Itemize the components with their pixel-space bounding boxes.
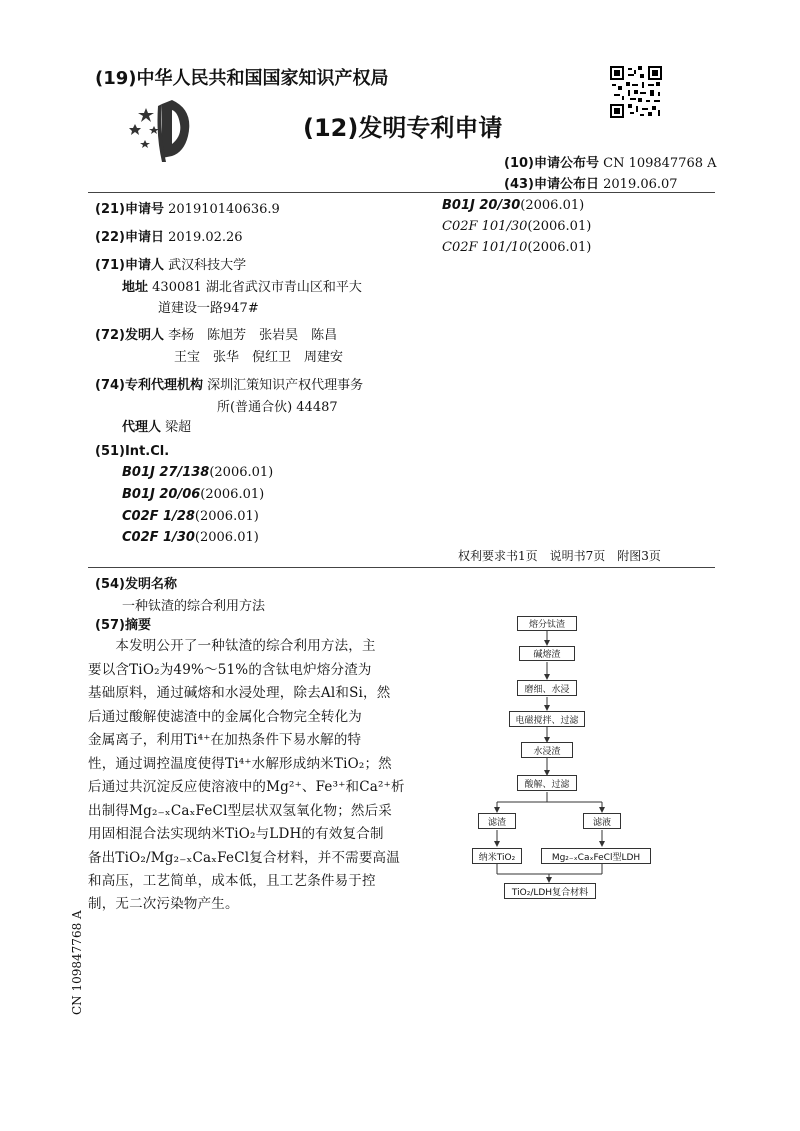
abstract-line: 性，通过调控温度使得Ti⁴⁺水解形成纳米TiO₂；然 [88,756,392,772]
office-name: (19)中华人民共和国国家知识产权局 [95,68,389,89]
intcl-label: (51)Int.Cl. [95,444,170,459]
intcl-item: B01J 20/06(2006.01) [122,487,265,502]
inventors-line-1: 李杨 陈旭芳 张岩昊 陈昌 [168,328,338,343]
applicant-label: (71)申请人 [95,258,164,273]
agency-label: (74)专利代理机构 [95,378,203,393]
side-publication-number: CN 109847768 A [70,910,84,1015]
intcl-right-item: B01J 20/30(2006.01) [442,198,585,213]
agent: 梁超 [165,420,192,435]
address-line-2: 道建设一路947# [158,301,259,316]
flow-left-branch: 滤渣 [478,813,516,829]
agency-line-2: 所(普通合伙) 44487 [217,400,338,415]
intcl-item: B01J 27/138(2006.01) [122,465,274,480]
flow-step: 熔分钛渣 [517,616,577,631]
abstract-line: 本发明公开了一种钛渣的综合利用方法，主 [88,638,376,654]
agency-line-1: 深圳汇策知识产权代理事务 [207,378,364,393]
invention-title: 一种钛渣的综合利用方法 [122,599,266,614]
flow-step: 电磁搅拌、过滤 [509,711,585,727]
abstract-line: 后通过酸解使滤渣中的金属化合物完全转化为 [88,709,362,725]
inventors-line-2: 王宝 张华 倪红卫 周建安 [174,350,344,365]
pub-date-label: (43)申请公布日 [504,177,599,192]
intcl-right-item: C02F 101/30(2006.01) [442,219,592,234]
pub-no-label: (10)申请公布号 [504,156,599,171]
flow-right-branch: 滤液 [583,813,621,829]
pub-no: CN 109847768 A [603,156,717,171]
address-label: 地址 [122,280,149,295]
header-divider [88,192,715,193]
section-divider [88,567,715,568]
title-label: (54)发明名称 [95,577,177,592]
qr-code [610,66,662,118]
app-no-label: (21)申请号 [95,202,164,217]
address-line-1: 430081 湖北省武汉市青山区和平大 [152,280,362,295]
flow-left-product: 纳米TiO₂ [472,848,522,864]
intcl-item: C02F 1/30(2006.01) [122,530,259,545]
pub-date: 2019.06.07 [603,177,678,192]
applicant: 武汉科技大学 [168,258,247,273]
flow-final-product: TiO₂/LDH复合材料 [504,883,596,899]
abstract-line: 备出TiO₂/Mg₂₋ₓCaₓFeCl复合材料，并不需要高温 [88,850,400,866]
app-date-label: (22)申请日 [95,230,164,245]
page-counts: 权利要求书1页 说明书7页 附图3页 [458,549,661,563]
intcl-item: C02F 1/28(2006.01) [122,509,259,524]
abstract-line: 出制得Mg₂₋ₓCaₓFeCl型层状双氢氧化物；然后采 [88,803,392,819]
intcl-right-item: C02F 101/10(2006.01) [442,240,592,255]
abstract-line: 要以含TiO₂为49%～51%的含钛电炉熔分渣为 [88,662,372,678]
flow-step: 酸解、过滤 [517,775,577,791]
document-type: (12)发明专利申请 [303,114,503,142]
abstract-line: 用固相混合法实现纳米TiO₂与LDH的有效复合制 [88,826,384,842]
abstract-line: 后通过共沉淀反应使溶液中的Mg²⁺、Fe³⁺和Ca²⁺析 [88,779,405,795]
flow-right-product: Mg₂₋ₓCaₓFeCl型LDH [541,848,651,864]
flow-step: 水浸渣 [521,742,573,758]
flow-step: 磨细、水浸 [517,680,577,696]
agent-label: 代理人 [122,420,162,435]
abstract-line: 基础原料，通过碱熔和水浸处理，除去Al和Si，然 [88,685,391,701]
inventors-label: (72)发明人 [95,328,164,343]
abstract-line: 金属离子，利用Ti⁴⁺在加热条件下易水解的特 [88,732,362,748]
app-date: 2019.02.26 [168,230,243,245]
flow-step: 碱熔渣 [519,646,575,661]
app-no: 201910140636.9 [168,202,280,217]
abstract-label: (57)摘要 [95,618,151,633]
abstract-line: 和高压，工艺简单，成本低，且工艺条件易于控 [88,873,376,889]
cnipa-logo [128,96,198,166]
abstract-line: 制，无二次污染物产生。 [88,896,239,912]
